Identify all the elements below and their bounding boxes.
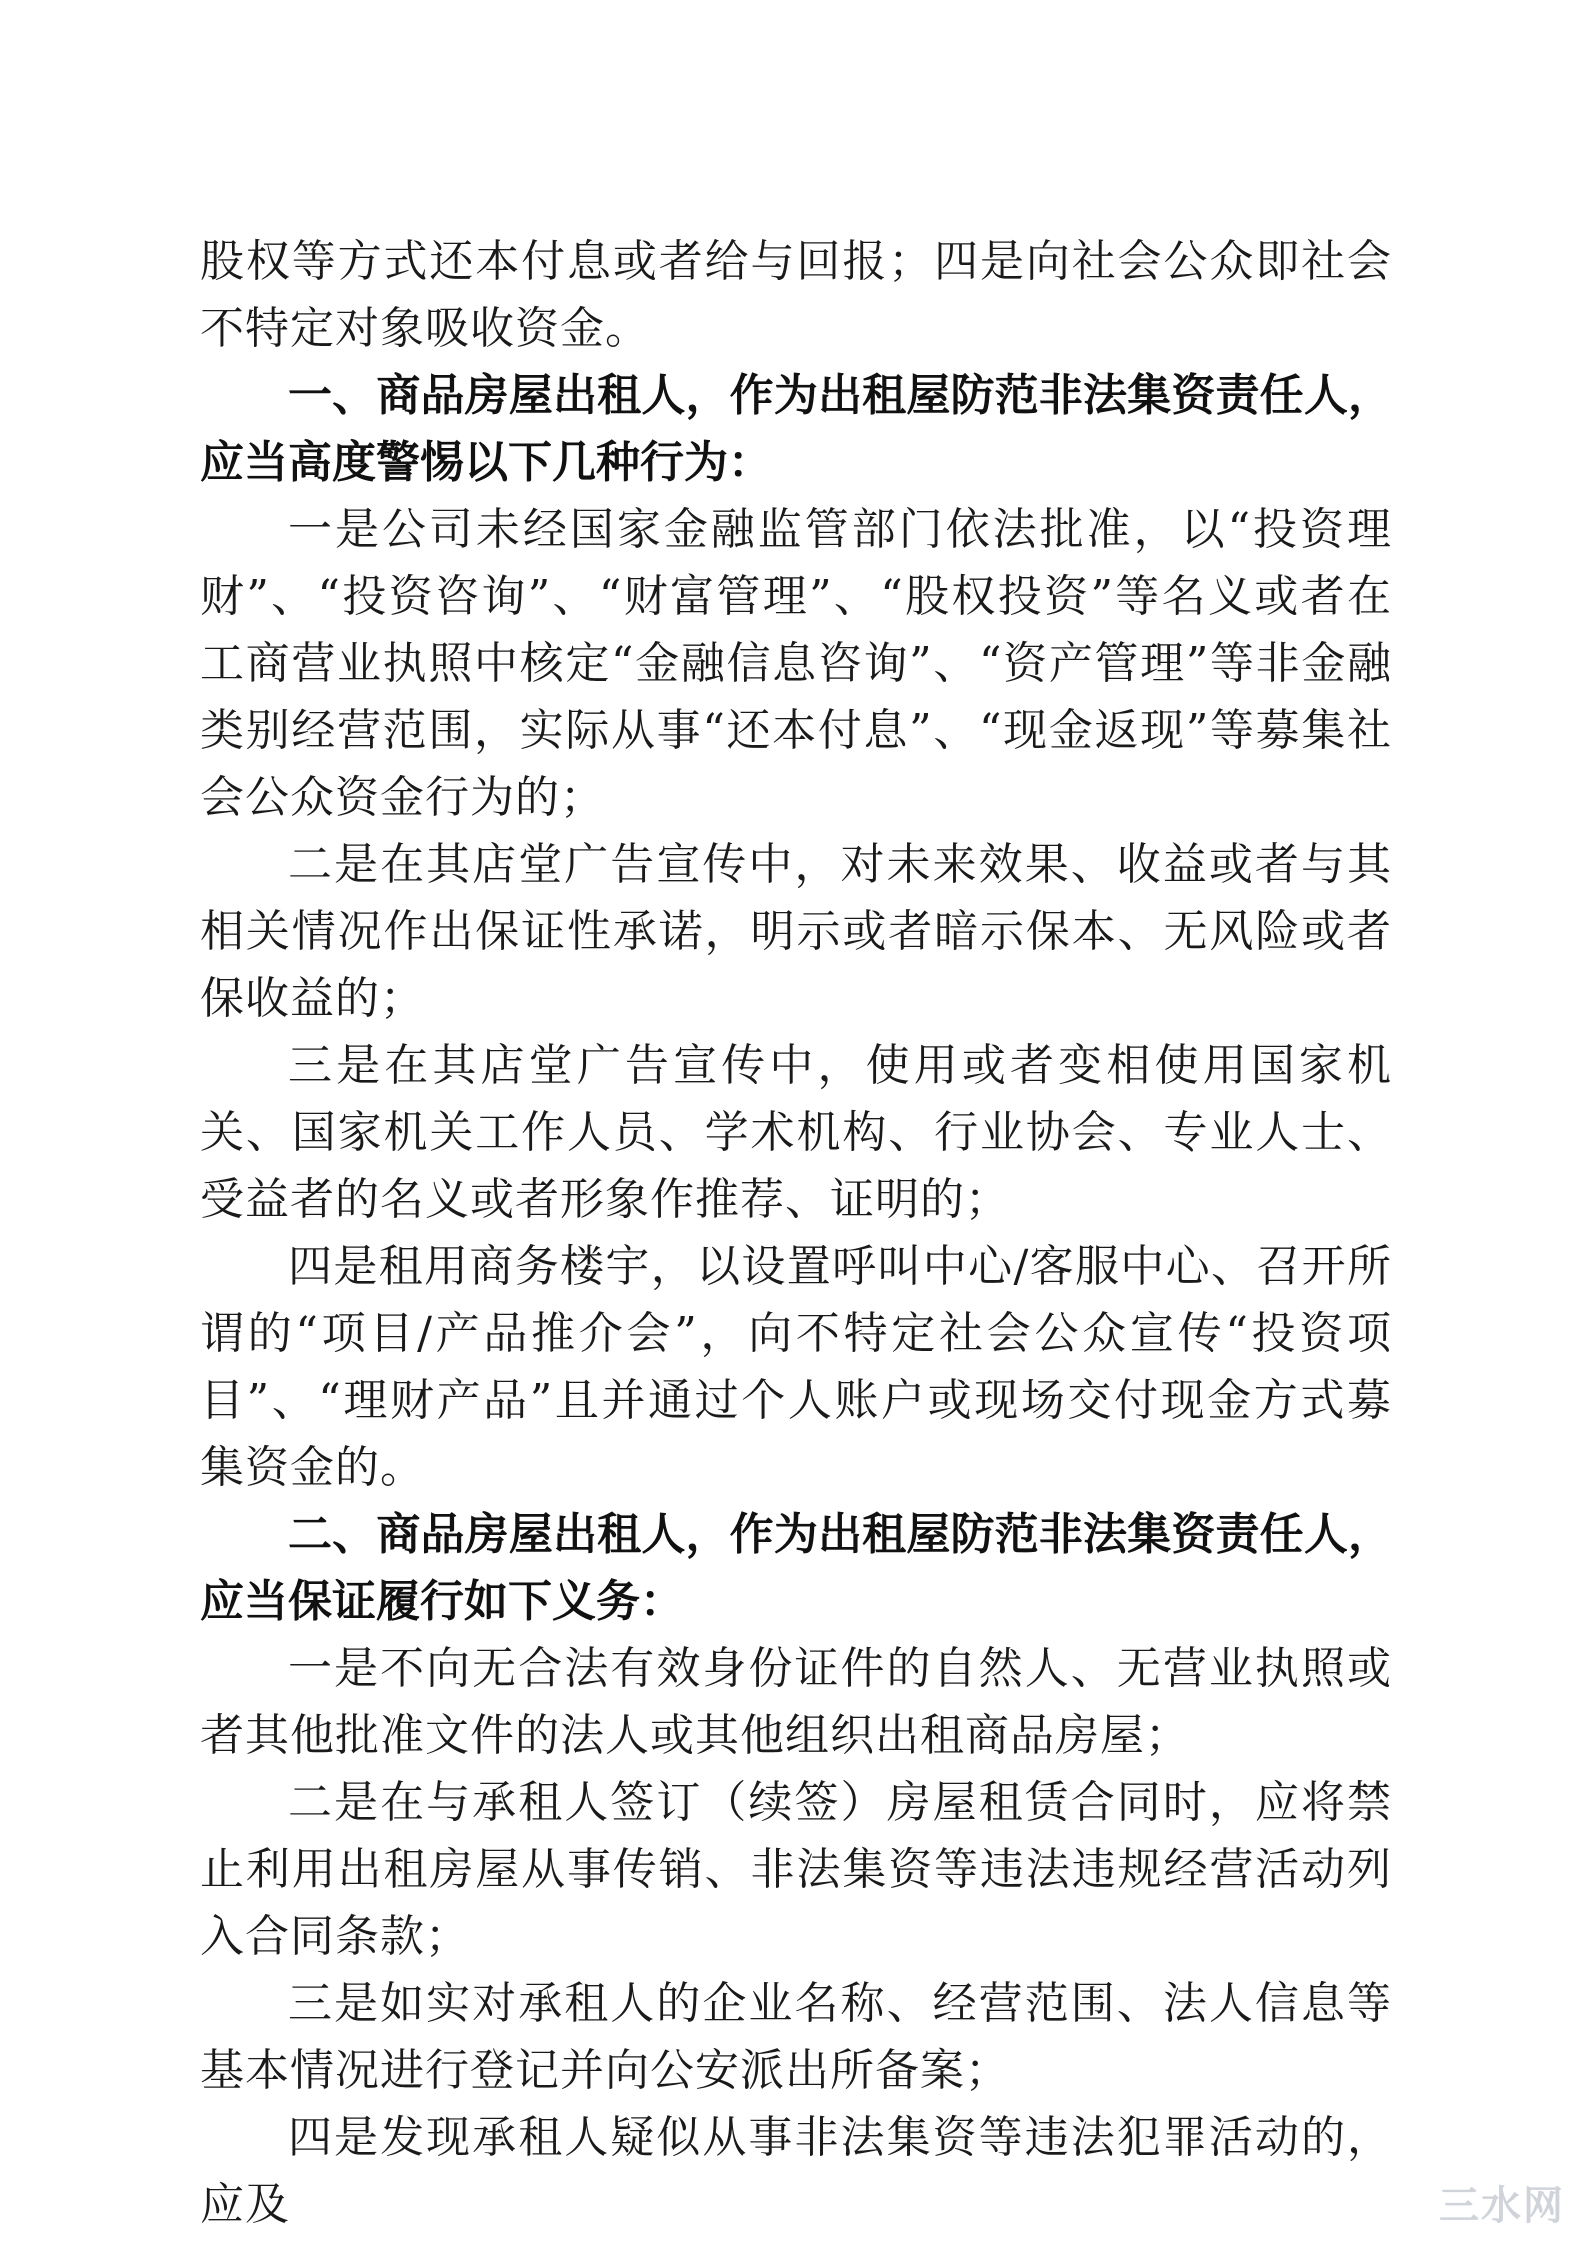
section-heading: 二、商品房屋出租人，作为出租屋防范非法集资责任人，应当保证履行如下义务：	[200, 1509, 1392, 1627]
body-paragraph: 四是租用商务楼宇，以设置呼叫中心/客服中心、召开所谓的“项目/产品推介会”，向不特定社会公众宣传“投资项目”、“理财产品”且并通过个人账户或现场交付现金方式募集资金的。	[200, 1241, 1392, 1493]
body-paragraph: 一是公司未经国家金融监管部门依法批准，以“投资理财”、“投资咨询”、“财富管理”、“股权投资”等名义或者在工商营业执照中核定“金融信息咨询”、“资产管理”等非金融类别经营范围，实际从事“还本付息”、“现金返现”等募集社会公众资金行为的；	[200, 504, 1392, 823]
body-paragraph: 股权等方式还本付息或者给与回报；四是向社会公众即社会不特定对象吸收资金。	[200, 236, 1392, 354]
body-paragraph: 三是在其店堂广告宣传中，使用或者变相使用国家机关、国家机关工作人员、学术机构、行业协会、专业人士、受益者的名义或者形象作推荐、证明的；	[200, 1040, 1392, 1225]
body-paragraph: 四是发现承租人疑似从事非法集资等违法犯罪活动的，应及	[200, 2112, 1392, 2230]
body-paragraph: 二是在与承租人签订（续签）房屋租赁合同时，应将禁止利用出租房屋从事传销、非法集资等违法违规经营活动列入合同条款；	[200, 1777, 1392, 1962]
document-page	[200, 228, 1392, 2238]
section-heading: 一、商品房屋出租人，作为出租屋防范非法集资责任人，应当高度警惕以下几种行为：	[200, 370, 1392, 488]
site-watermark: 三水网	[1439, 2183, 1565, 2229]
body-paragraph: 二是在其店堂广告宣传中，对未来效果、收益或者与其相关情况作出保证性承诺，明示或者暗示保本、无风险或者保收益的；	[200, 839, 1392, 1024]
body-paragraph: 三是如实对承租人的企业名称、经营范围、法人信息等基本情况进行登记并向公安派出所备案；	[200, 1978, 1392, 2096]
body-paragraph: 一是不向无合法有效身份证件的自然人、无营业执照或者其他批准文件的法人或其他组织出租商品房屋；	[200, 1643, 1392, 1761]
